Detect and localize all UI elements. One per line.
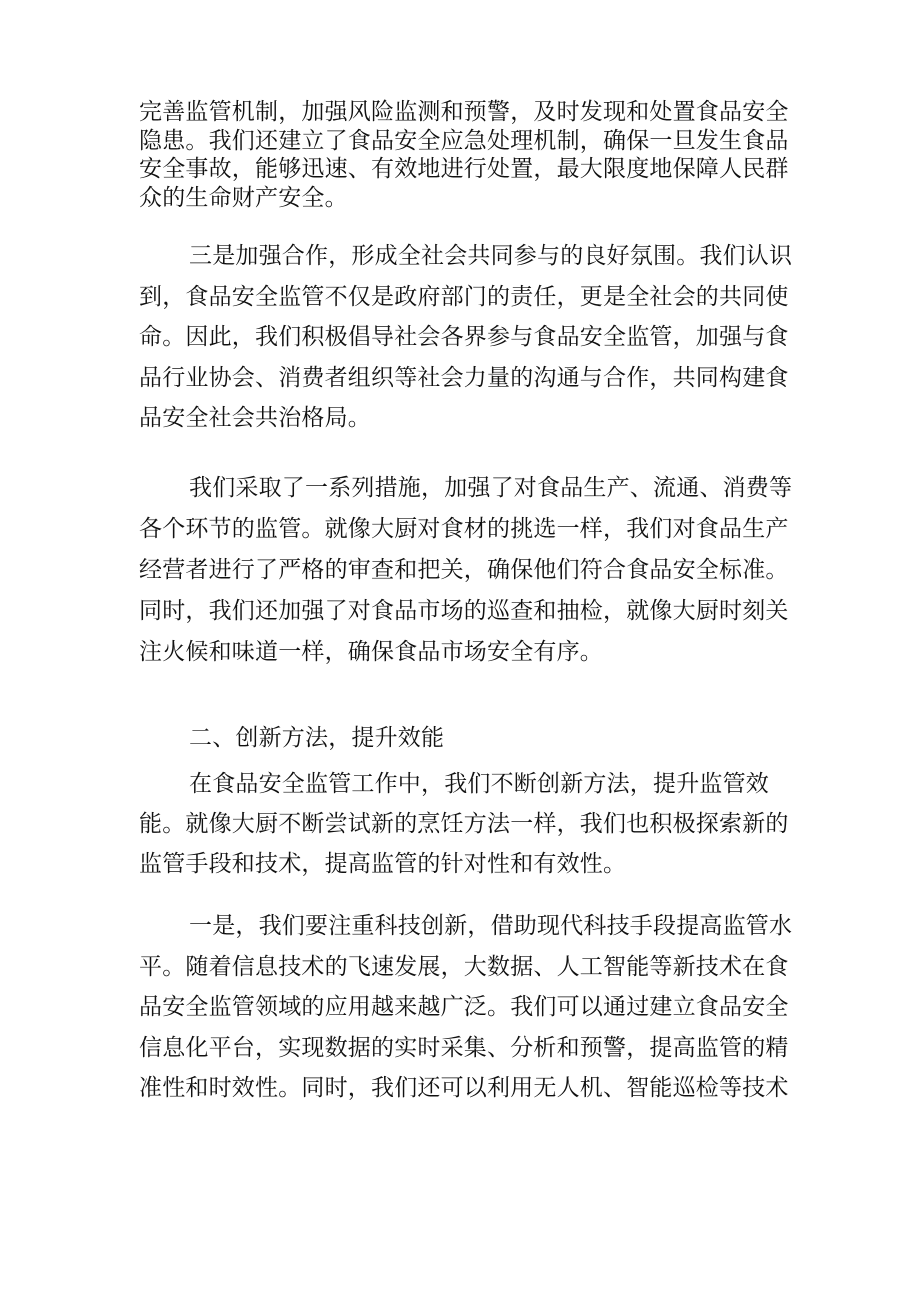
paragraph-technology: 一是，我们要注重科技创新，借助现代科技手段提高监管水平。随着信息技术的飞速发展，大数据、人工智能等新技术在食品安全监管领域的应用越来越广泛。我们可以通过建立食品安全信息化平台，实现数据的实时采集、分析和预警，提高监管的精准性和时效性。同时，我们还可以利用无人机、智能巡检等技术 [139,913,793,1101]
paragraph-cooperation: 三是加强合作，形成全社会共同参与的良好氛围。我们认识到，食品安全监管不仅是政府部门的责任，更是全社会的共同使命。因此，我们积极倡导社会各界参与食品安全监管，加强与食品行业协会、消费者组织等社会力量的沟通与合作，共同构建食品安全社会共治格局。 [139,243,793,431]
section-heading: 二、创新方法，提升效能 [189,725,445,751]
paragraph-measures: 我们采取了一系列措施，加强了对食品生产、流通、消费等各个环节的监管。就像大厨对食材的挑选一样，我们对食品生产经营者进行了严格的审查和把关，确保他们符合食品安全标准。同时，我们还加强了对食品市场的巡查和抽检，就像大厨时刻关注火候和味道一样，确保食品市场安全有序。 [139,475,793,665]
paragraph-continuation: 完善监管机制，加强风险监测和预警，及时发现和处置食品安全隐患。我们还建立了食品安全应急处理机制，确保一旦发生食品安全事故，能够迅速、有效地进行处置，最大限度地保障人民群众的生命财产安全。 [139,99,789,211]
paragraph-innovation: 在食品安全监管工作中，我们不断创新方法，提升监管效能。就像大厨不断尝试新的烹饪方法一样，我们也积极探索新的监管手段和技术，提高监管的针对性和有效性。 [139,771,789,877]
